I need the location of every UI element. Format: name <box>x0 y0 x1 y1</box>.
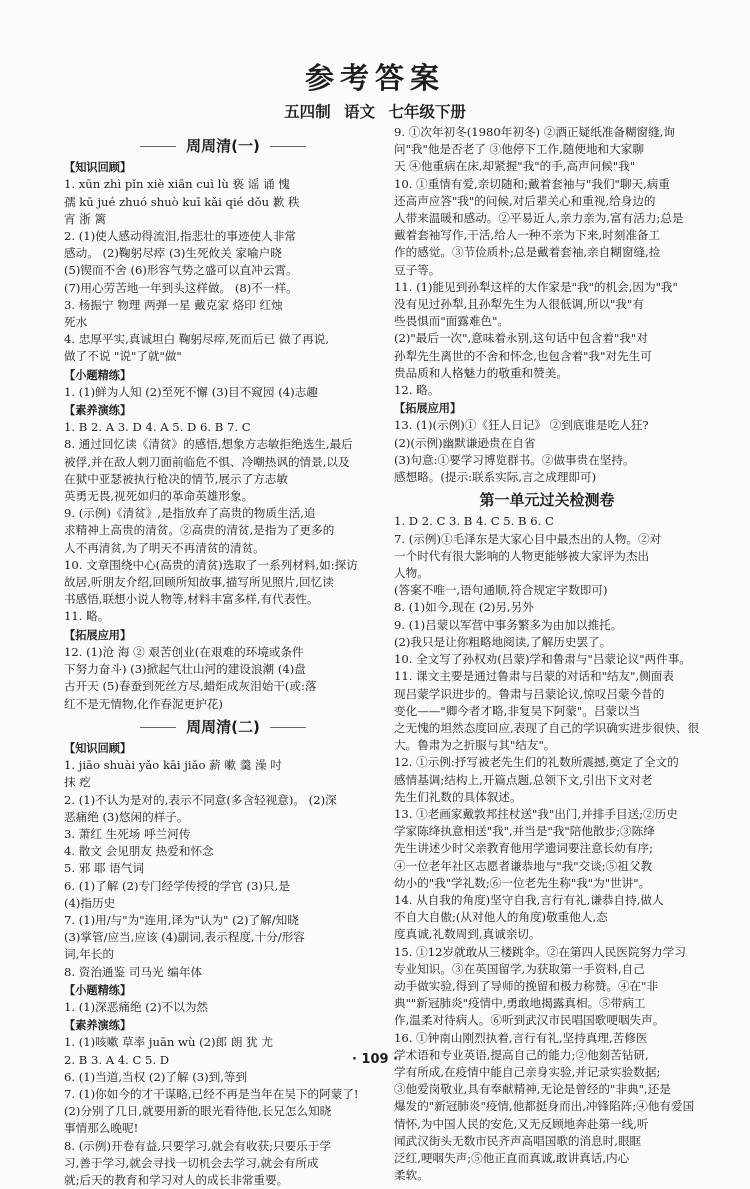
answer-line: 些畏惧而"面露难色"。 <box>394 314 510 329</box>
answer-line: 10. 全文写了孙权劝(吕蒙)学和鲁肃与"吕蒙论议"两件事。 <box>394 652 691 667</box>
answer-line: 不自大自傲;(从对他人的角度)敬重他人,态 <box>394 910 608 925</box>
answer-line: 2. B 3. A 4. C 5. D <box>64 1052 170 1067</box>
section-title-text: 第一单元过关检测卷 <box>479 491 615 510</box>
section-title-text: 周周清(一) <box>186 137 260 155</box>
title-rule-right <box>270 727 306 728</box>
answer-line: ④一位老年社区志愿者谦恭地与"我"交谈;⑤祖父教 <box>394 858 653 873</box>
answer-line: 16. ①钟南山刚烈执着,言行有礼,坚持真理,苦修医 <box>394 1030 648 1045</box>
section-title-zhouzhouqing-2 <box>64 719 382 736</box>
answer-line: 感想略。(提示:联系实际,言之成理即可) <box>394 470 597 485</box>
answer-line: 爆发的"新冠肺炎"疫情,他都挺身而出,冲锋陷阵;④他有爱国 <box>394 1099 695 1114</box>
answer-line: 13. ①老画家戴敦邦拄杖送"我"出门,并排手目送;②历史 <box>394 806 678 821</box>
answer-line: 大。鲁肃为之折服与其"结友"。 <box>394 738 556 753</box>
answer-line: 闻武汉街头无数市民齐声高唱国歌的消息时,眼眶 <box>394 1133 642 1148</box>
subsection-label: 【知识回顾】 <box>64 161 132 175</box>
answer-line: 1. jiāo shuài yǎo kāi jiǎo 薪 嗽 羹 澡 吋 <box>64 758 282 773</box>
answer-line: 先生讲述少时父亲教育他用学遗词要注意长幼有序; <box>394 841 653 856</box>
answer-line: 1. (1)咳嗽 草率 juān wù (2)郎 朗 犹 尤 <box>64 1035 273 1050</box>
answer-line: 古开天 (5)春蚕到死丝方尽,蜡炬成灰泪始干(或:落 <box>64 679 317 694</box>
answer-line: ③他爱岗敬业,具有奉献精神,无论是曾经的"非典",还是 <box>394 1082 671 1097</box>
answer-line: 11. 课文主要是通过鲁肃与吕蒙的对话和"结友",侧面表 <box>394 669 674 684</box>
subsection-label: 【素养演练】 <box>64 404 132 418</box>
answer-line: 贵品质和人格魅力的敬重和赞美。 <box>394 365 568 380</box>
left-column <box>64 132 382 1189</box>
answer-line: 幼小的"我"学礼数;⑥一位老先生称"我"为"世讲"。 <box>394 875 651 890</box>
answer-line: 7. (1)你如今的才干谋略,已经不再是当年在吴下的阿蒙了! <box>64 1086 359 1101</box>
answer-line: 在狱中亚瑟被执行枪决的情节,展示了方志敏 <box>64 471 288 486</box>
answer-line: (5)锲而不舍 (6)形容气势之盛可以直冲云霄。 <box>64 263 298 278</box>
answer-line: 泛红,哽咽失声;⑤他正直而真诚,敢讲真话,内心 <box>394 1150 630 1165</box>
answer-line: 天 ④他重病在床,却紧握"我"的手,高声问候"我" <box>394 159 636 174</box>
answer-line: 1. (1)深恶痛绝 (2)不以为然 <box>64 999 209 1014</box>
answer-line: 学家陈绛执意相送"我",并当是"我"陪他散步;③陈绛 <box>394 824 655 839</box>
answer-line: 感情基调;结构上,开篇点题,总领下文,引出下文对老 <box>394 772 653 787</box>
answer-line: 问"我"他是否老了 ③他停下工作,随便地和大家聊 <box>394 142 644 157</box>
answer-line: 学有所成,在疫情中能自己亲身实验,并记录实验数据; <box>394 1064 661 1079</box>
title-rule-left <box>140 727 176 728</box>
section-title-unit-test <box>394 492 700 509</box>
section-body <box>64 159 382 713</box>
answer-line: 10. 文章围绕中心(高贵的清贫)选取了一系列材料,如:探访 <box>64 557 358 572</box>
answer-line: 求精神上高贵的清贫。②高贵的清贫,是指为了更多的 <box>64 523 335 538</box>
answer-line: 宵 浙 篱 <box>64 211 107 226</box>
answer-list <box>394 513 700 1184</box>
answer-line: 还高声应答"我"的问候,对后辈关心和重视,给身边的 <box>394 193 656 208</box>
answer-line: 3. 杨振宁 物理 两弹一星 戴克家 烙印 红烛 <box>64 297 283 312</box>
answer-line: 被俘,并在敌人刺刀面前临危不惧、冷嘲热讽的情景,以及 <box>64 454 350 469</box>
answer-line: 现吕蒙学识进步的。鲁肃与吕蒙论议,惊叹吕蒙今昔的 <box>394 686 665 701</box>
answer-line: 11. 略。 <box>64 609 110 624</box>
subsection-label: 【素养演练】 <box>64 1019 132 1033</box>
answer-line: 1. B 2. A 3. D 4. A 5. D 6. B 7. C <box>64 420 251 435</box>
answer-line: 2. (1)不认为是对的,表示不同意(多含轻视意)。 (2)深 <box>64 792 337 807</box>
answer-line: 豆子等。 <box>394 262 441 277</box>
answer-line: 词,年长的 <box>64 947 115 962</box>
answer-line: 13. (1)(示例)①《狂人日记》 ②到底谁是吃人狂? <box>394 418 649 433</box>
answer-line: (4)指历史 <box>64 895 116 910</box>
section-title-zhouzhouqing-1 <box>64 138 382 155</box>
answer-line: 专业知识。③在英国留学,为获取第一手资料,自己 <box>394 961 645 976</box>
answer-line: 作,温柔对待病人。⑥听到武汉市民唱国歌哽咽失声。 <box>394 1013 665 1028</box>
answer-line: (2)分别了几日,就要用新的眼光看待他,长兄怎么知晓 <box>64 1104 332 1119</box>
answer-line: 8. (示例)开卷有益,只要学习,就会有收获;只要乐于学 <box>64 1138 331 1153</box>
answer-line: 12. ①示例:抒写被老先生们的礼数所震撼,奠定了全文的 <box>394 755 679 770</box>
answer-line: 作的感觉。③节俭质朴;总是戴着套袖,亲自糊窗缝,捡 <box>394 245 661 260</box>
answer-line: (答案不唯一,语句通顺,符合规定字数即可) <box>394 583 608 598</box>
answer-line: 死水 <box>64 315 88 330</box>
right-column <box>394 124 700 1184</box>
answer-line: 8. 通过回忆读《清贫》的感悟,想象方志敏拒绝选生,最后 <box>64 437 353 452</box>
answer-line: 9. (1)吕蒙以军营中事务繁多为由加以推托。 <box>394 617 623 632</box>
answer-line: 变化——"卿今者才略,非复吴下阿蒙"。吕蒙以当 <box>394 703 641 718</box>
answer-line: 感动。 (2)鞠躬尽瘁 (3)生死攸关 家喻户晓 <box>64 246 282 261</box>
answer-line: 2. (1)使人感动得流泪,指悲壮的事迹使人非常 <box>64 229 296 244</box>
answer-line: 抹 疙 <box>64 775 91 790</box>
answer-list <box>394 417 700 486</box>
answer-line: (2)(示例)幽默谦逊贵在自省 <box>394 435 536 450</box>
answer-line: 一个时代有很大影响的人物更能够被大家评为杰出 <box>394 548 650 563</box>
answer-line: 人物。 <box>394 566 429 581</box>
answer-line: 之无愧的坦然态度回应,表现了自己的学识确实进步很快、很 <box>394 720 700 735</box>
answer-line: 3. 萧红 生死场 呼兰河传 <box>64 826 191 841</box>
answer-line: (3)句意:①要学习博览群书。②做事贵在坚持。 <box>394 452 635 467</box>
answer-line: 孙犁先生离世的不舍和怀念,也包含着"我"对先生可 <box>394 348 652 363</box>
answer-line: 12. (1)沧 海 ② 艰苦创业(在艰难的环境或条件 <box>64 644 304 659</box>
answer-line: 15. ①12岁就敢从三楼跳伞。②在第四人民医院努力学习 <box>394 944 686 959</box>
answer-line: 情怀,为中国人民的安危,又无反顾地奔赴第一线,听 <box>394 1116 649 1131</box>
answer-line: 10. ①重情有爱,亲切随和;戴着套袖与"我们"聊天,病重 <box>394 176 670 191</box>
subsection-label: 【拓展应用】 <box>394 402 462 416</box>
answer-list <box>394 124 700 399</box>
page-subtitle: 五四制 语文 七年级下册 <box>284 103 466 121</box>
answer-line: 动手做实验,得到了导师的挽留和极力称赞。④在"非 <box>394 978 659 993</box>
answer-line: 人带来温暖和感动。②平易近人,亲力亲为,富有活力;总是 <box>394 211 684 226</box>
title-rule-left <box>140 146 176 147</box>
answer-line: (7)用心劳苦地一年到头这样做。 (8)不一样。 <box>64 280 298 295</box>
subsection-label: 【知识回顾】 <box>64 741 132 755</box>
answer-line: 7. (1)用/与"为"连用,译为"认为" (2)了解/知晓 <box>64 912 299 927</box>
answer-line: 4. 忠厚平实,真诚坦白 鞠躬尽瘁,死而后已 做了再说, <box>64 332 330 347</box>
answer-line: 下努力奋斗) (3)掀起气壮山河的建设浪潮 (4)盘 <box>64 662 306 677</box>
answer-line: 先生们礼数的具体叙述。 <box>394 789 522 804</box>
subsection-label: 【拓展应用】 <box>64 628 132 642</box>
answer-line: 事情那么晚呢! <box>64 1121 139 1136</box>
answer-line: 8. 资治通鉴 司马光 编年体 <box>64 964 203 979</box>
subsection-label: 【小题精练】 <box>64 368 132 382</box>
answer-line: 孺 kū jué zhuó shuò kuī kǎi qié dǒu 歉 秩 <box>64 194 300 209</box>
subsection-label: 【小题精练】 <box>64 983 132 997</box>
answer-line: 典""新冠肺炎"疫情中,勇敢地揭露真相。⑤带病工 <box>394 996 646 1011</box>
title-rule-right <box>270 146 306 147</box>
answer-line: 9. (示例)《清贫》,是指放弃了高贵的物质生活,追 <box>64 506 316 521</box>
section-body <box>64 740 382 1189</box>
answer-line: 14. 从自我的角度)坚守自我,言行有礼,谦恭自持,做人 <box>394 892 664 907</box>
answer-line: 没有见过孙犁,且孙犁先生为人很低调,所以"我"有 <box>394 297 644 312</box>
answer-line: 1. (1)鲜为人知 (2)至死不懈 (3)目不窥园 (4)志趣 <box>64 384 318 399</box>
answer-line: 故居,听朋友介绍,回顾所知故事,描写所见照片,回忆读 <box>64 575 334 590</box>
answer-line: 柔软。 <box>394 1168 429 1183</box>
answer-line: 11. (1)能见到孙犁这样的大作家是"我"的机会,因为"我" <box>394 279 678 294</box>
answer-line: (3)掌管/应当,应该 (4)副词,表示程度,十分/形容 <box>64 930 305 945</box>
answer-line: 7. (示例)①毛泽东是大家心目中最杰出的人物。②对 <box>394 531 662 546</box>
answer-line: 6. (1)当道,当权 (2)了解 (3)到,等到 <box>64 1069 248 1084</box>
page-title: 参考答案 <box>304 61 445 95</box>
answer-line: 度真诚,礼数周到,真诚亲切。 <box>394 927 541 942</box>
answer-line: 就;后天的教育和学习对人的成长非常重要。 <box>64 1172 289 1187</box>
answer-line: 1. D 2. C 3. B 4. C 5. B 6. C <box>394 514 554 529</box>
answer-line: 1. xūn zhì pǐn xiè xiān cuì lù 亵 谣 诵 愧 <box>64 177 290 192</box>
answer-line: 8. (1)如今,现在 (2)另,另外 <box>394 600 534 615</box>
answer-line: 6. (1)了解 (2)专门经学传授的学官 (3)只,是 <box>64 878 290 893</box>
answer-line: 红不是无情物,化作春泥更护花) <box>64 696 223 711</box>
answer-line: 4. 散文 会见朋友 热爱和怀念 <box>64 844 214 859</box>
answer-line: 12. 略。 <box>394 383 440 398</box>
answer-line: 书感悟,联想小说人物等,材料丰富多样,有代表性。 <box>64 592 319 607</box>
section-title-text: 周周清(二) <box>186 717 260 736</box>
answer-line: 做了不说 "说"了就"做" <box>64 349 182 364</box>
answer-line: 恶痛绝 (3)悠闲的样子。 <box>64 809 189 824</box>
answer-line: (2)我只是让你粗略地阅读,了解历史罢了。 <box>394 634 612 649</box>
answer-line: 5. 邪 耶 语气词 <box>64 861 145 876</box>
answer-line: 人不再清贫,为了明天不再清贫的清贫。 <box>64 540 265 555</box>
answer-line: (2)"最后一次",意味着永别,这句话中包含着"我"对 <box>394 331 648 346</box>
answer-line: 学术语和专业英语,提高自己的能力;②他刻苦钻研, <box>394 1047 649 1062</box>
answer-line: 9. ①次年初冬(1980年初冬) ②酒正疑纸准备糊窗缝,询 <box>394 125 675 139</box>
answer-line: 英勇无畏,视死如归的革命英雄形象。 <box>64 489 254 504</box>
page-number: · 109 · <box>351 1052 399 1067</box>
answer-line: 习,善于学习,就会寻找一切机会去学习,就会有所成 <box>64 1155 319 1170</box>
answer-line: 戴着套袖写作,干活,给人一种不亲为下来,时刻准备工 <box>394 228 661 243</box>
